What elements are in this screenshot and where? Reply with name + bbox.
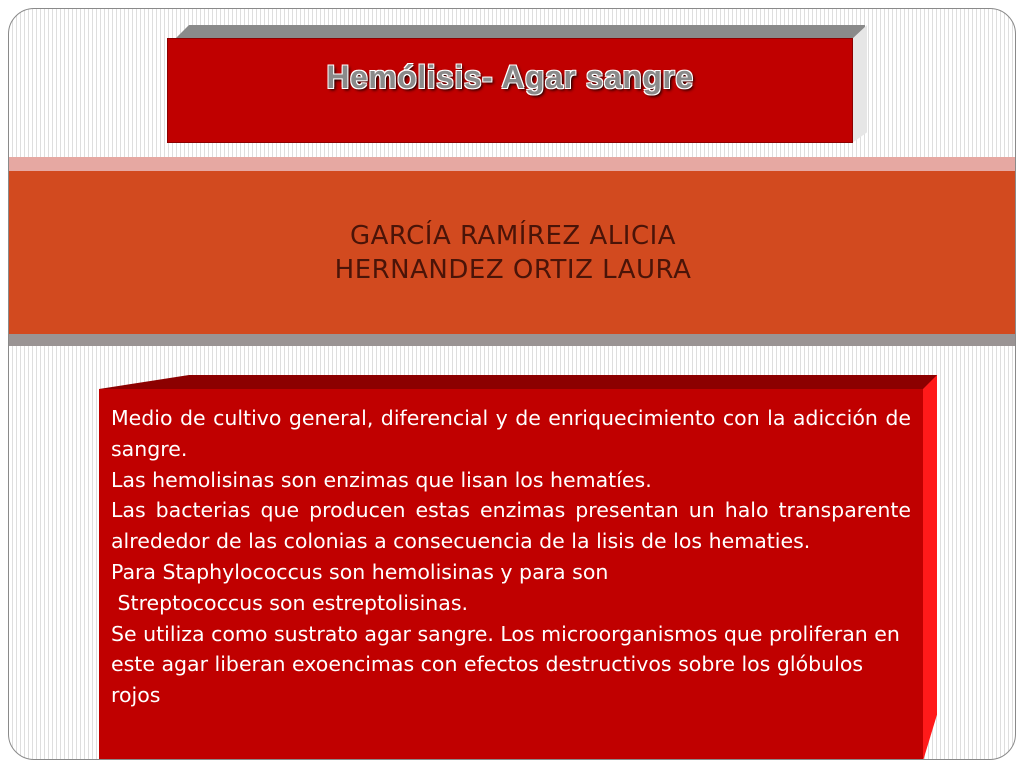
paragraph-streptococcus: Streptococcus son estreptolisinas. <box>111 590 469 615</box>
band-gray-stripe <box>9 334 1016 346</box>
title-box-top-face <box>175 25 865 39</box>
content-box-top-face <box>99 375 937 389</box>
paragraph-hemolisinas: Las hemolisinas son enzimas que lisan los hematíes. <box>111 467 652 492</box>
paragraph-definition: Medio de cultivo general, diferencial y de enriquecimiento con la adicción de sangre. <box>111 406 911 461</box>
slide-title: Hemólisis- Agar sangre <box>326 59 694 95</box>
paragraph-sustrato: Se utiliza como sustrato agar sangre. Los microorganismos que proliferan en este agar liberan exoencimas con efectos destructivos sobre los glóbulos rojos <box>111 621 900 708</box>
content-box-side-face <box>923 375 937 760</box>
author-band <box>9 171 1016 334</box>
content-box <box>99 389 923 760</box>
paragraph-bacterias: Las bacterias que producen estas enzimas presentan un halo transparente alrededor de las colonias a consecuencia de la lisis de los hematies. <box>111 498 911 554</box>
band-light-stripe <box>9 157 1016 171</box>
paragraph-staphylococcus: Para Staphylococcus son hemolisinas y para son <box>111 559 609 584</box>
slide-frame <box>8 8 1016 760</box>
author-name-1: GARCÍA RAMÍREZ ALICIA <box>349 220 677 251</box>
title-box-side-face <box>852 25 867 143</box>
title-box <box>167 38 853 143</box>
author-name-2: HERNANDEZ ORTIZ LAURA <box>334 254 692 285</box>
